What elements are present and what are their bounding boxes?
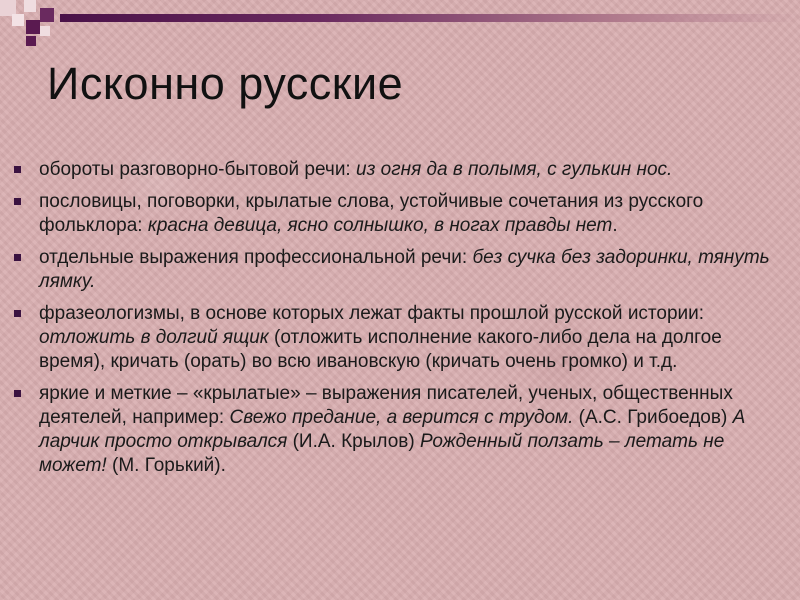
bullet-text: (М. Горький). xyxy=(106,455,226,476)
bullet-item xyxy=(14,246,784,294)
example-text: из огня да в полымя, с гулькин нос. xyxy=(356,159,673,180)
square-bullet-icon xyxy=(14,310,21,317)
example-text: отложить в долгий ящик xyxy=(39,327,269,348)
corner-square xyxy=(40,8,54,22)
bullet-text: пословицы, поговорки, крылатые слова, устойчивые сочетания из русского фольклора: xyxy=(39,191,704,236)
example-text: Свежо предание, а верится с трудом. xyxy=(229,407,574,428)
bullet-text: обороты разговорно-бытовой речи: xyxy=(39,159,356,180)
corner-decoration xyxy=(0,0,80,60)
header-bar xyxy=(60,14,800,22)
bullet-item xyxy=(14,382,784,478)
corner-square xyxy=(24,0,36,12)
square-bullet-icon xyxy=(14,198,21,205)
corner-square xyxy=(26,20,40,34)
square-bullet-icon xyxy=(14,166,21,173)
corner-square xyxy=(26,36,36,46)
bullet-item xyxy=(14,158,784,182)
slide-title: Исконно русские xyxy=(47,58,404,109)
example-text: без сучка без задоринки, тянуть лямку. xyxy=(39,247,770,292)
example-text: Рожденный ползать – летать не может! xyxy=(39,431,725,476)
example-text: красна девица, ясно солнышко, в ногах правды нет xyxy=(147,215,613,236)
bullet-text: яркие и меткие – «крылатые» – выражения писателей, ученых, общественных деятелей, например: xyxy=(39,383,733,428)
corner-square xyxy=(12,14,24,26)
bullet-text: (И.А. Крылов) xyxy=(287,431,420,452)
bullet-text: отдельные выражения профессиональной речи: xyxy=(39,247,473,268)
bullet-text: фразеологизмы, в основе которых лежат факты прошлой русской истории: xyxy=(39,303,705,324)
square-bullet-icon xyxy=(14,390,21,397)
bullet-text: . xyxy=(612,215,618,236)
square-bullet-icon xyxy=(14,254,21,261)
example-text: А ларчик просто открывался xyxy=(39,407,746,452)
bullet-item xyxy=(14,190,784,238)
bullet-list xyxy=(14,158,784,486)
bullet-text: (отложить исполнение какого-либо дела на долгое время), кричать (орать) во всю ивановскую (кричать очень громко) и т.д. xyxy=(39,327,722,372)
bullet-item xyxy=(14,302,784,374)
corner-square xyxy=(40,26,50,36)
bullet-text: (А.С. Грибоедов) xyxy=(573,407,733,428)
